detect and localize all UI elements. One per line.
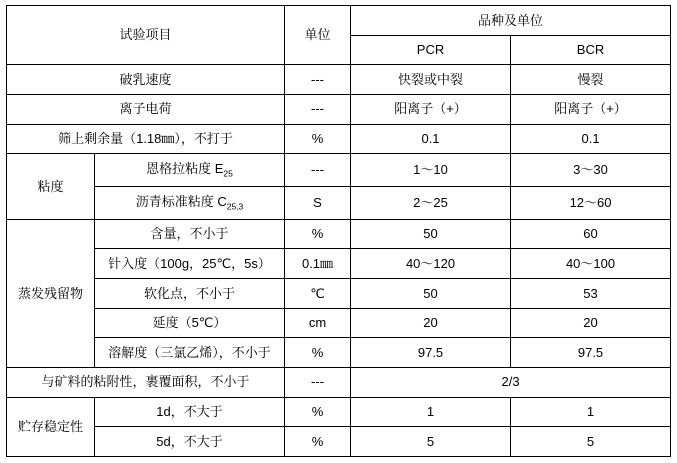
table-header-row xyxy=(7,6,671,36)
row-item: 破乳速度 xyxy=(7,65,285,95)
row-unit: % xyxy=(285,397,351,427)
row-unit: --- xyxy=(285,367,351,397)
table-row xyxy=(7,124,671,154)
row-bcr: 53 xyxy=(511,279,671,309)
table-row xyxy=(7,397,671,427)
table-row xyxy=(7,94,671,124)
row-unit: 0.1㎜ xyxy=(285,249,351,279)
header-item: 试验项目 xyxy=(7,6,285,65)
row-pcr: 50 xyxy=(351,219,511,249)
row-bcr: 阳离子（+） xyxy=(511,94,671,124)
header-sub-pcr: PCR xyxy=(351,35,511,65)
group-label-evaporation-residue: 蒸发残留物 xyxy=(7,219,95,367)
row-unit: --- xyxy=(285,94,351,124)
row-unit: ℃ xyxy=(285,279,351,309)
row-item: 5d，不大于 xyxy=(95,427,285,457)
row-bcr: 97.5 xyxy=(511,338,671,368)
row-bcr: 20 xyxy=(511,308,671,338)
row-pcr: 1 xyxy=(351,397,511,427)
row-item: 与矿料的粘附性，裹覆面积，不小于 xyxy=(7,367,285,397)
row-unit: % xyxy=(285,427,351,457)
row-item: 恩格拉粘度 $E_{25}$ xyxy=(95,154,285,187)
table-row xyxy=(7,279,671,309)
table-row xyxy=(7,186,671,219)
row-unit: % xyxy=(285,338,351,368)
row-pcr: 97.5 xyxy=(351,338,511,368)
table-row xyxy=(7,427,671,457)
row-item: 沥青标准粘度 $C_{25,3}$ xyxy=(95,186,285,219)
row-unit: % xyxy=(285,219,351,249)
group-label-storage-stability: 贮存稳定性 xyxy=(7,397,95,456)
row-pcr: 1～10 xyxy=(351,154,511,187)
row-bcr: 40～100 xyxy=(511,249,671,279)
header-unit: 单位 xyxy=(285,6,351,65)
row-item: 离子电荷 xyxy=(7,94,285,124)
row-bcr: 慢裂 xyxy=(511,65,671,95)
row-bcr: 0.1 xyxy=(511,124,671,154)
row-pcr: 50 xyxy=(351,279,511,309)
table-row xyxy=(7,65,671,95)
row-unit: % xyxy=(285,124,351,154)
row-pcr: 阳离子（+） xyxy=(351,94,511,124)
row-bcr: 60 xyxy=(511,219,671,249)
specification-table xyxy=(6,5,671,457)
header-group: 品种及单位 xyxy=(351,6,671,36)
row-bcr: 5 xyxy=(511,427,671,457)
row-merged-value: 2/3 xyxy=(351,367,671,397)
table-row xyxy=(7,249,671,279)
row-bcr: 1 xyxy=(511,397,671,427)
row-item: 筛上剩余量（1.18㎜），不打于 xyxy=(7,124,285,154)
header-sub-bcr: BCR xyxy=(511,35,671,65)
table-row xyxy=(7,367,671,397)
row-unit: cm xyxy=(285,308,351,338)
row-item: 1d，不大于 xyxy=(95,397,285,427)
row-item: 软化点，不小于 xyxy=(95,279,285,309)
row-bcr: 12～60 xyxy=(511,186,671,219)
row-unit: --- xyxy=(285,65,351,95)
row-pcr: 2～25 xyxy=(351,186,511,219)
row-unit: --- xyxy=(285,154,351,187)
row-pcr: 0.1 xyxy=(351,124,511,154)
table-row xyxy=(7,219,671,249)
table-row xyxy=(7,154,671,187)
row-item: 含量，不小于 xyxy=(95,219,285,249)
table-row xyxy=(7,338,671,368)
row-item: 溶解度（三氯乙烯），不小于 xyxy=(95,338,285,368)
table-row xyxy=(7,308,671,338)
row-unit: S xyxy=(285,186,351,219)
group-label-viscosity: 粘度 xyxy=(7,154,95,220)
row-item: 针入度（100g，25℃，5s） xyxy=(95,249,285,279)
row-bcr: 3～30 xyxy=(511,154,671,187)
row-pcr: 20 xyxy=(351,308,511,338)
row-item: 延度（5℃） xyxy=(95,308,285,338)
row-pcr: 快裂或中裂 xyxy=(351,65,511,95)
row-pcr: 5 xyxy=(351,427,511,457)
row-pcr: 40～120 xyxy=(351,249,511,279)
